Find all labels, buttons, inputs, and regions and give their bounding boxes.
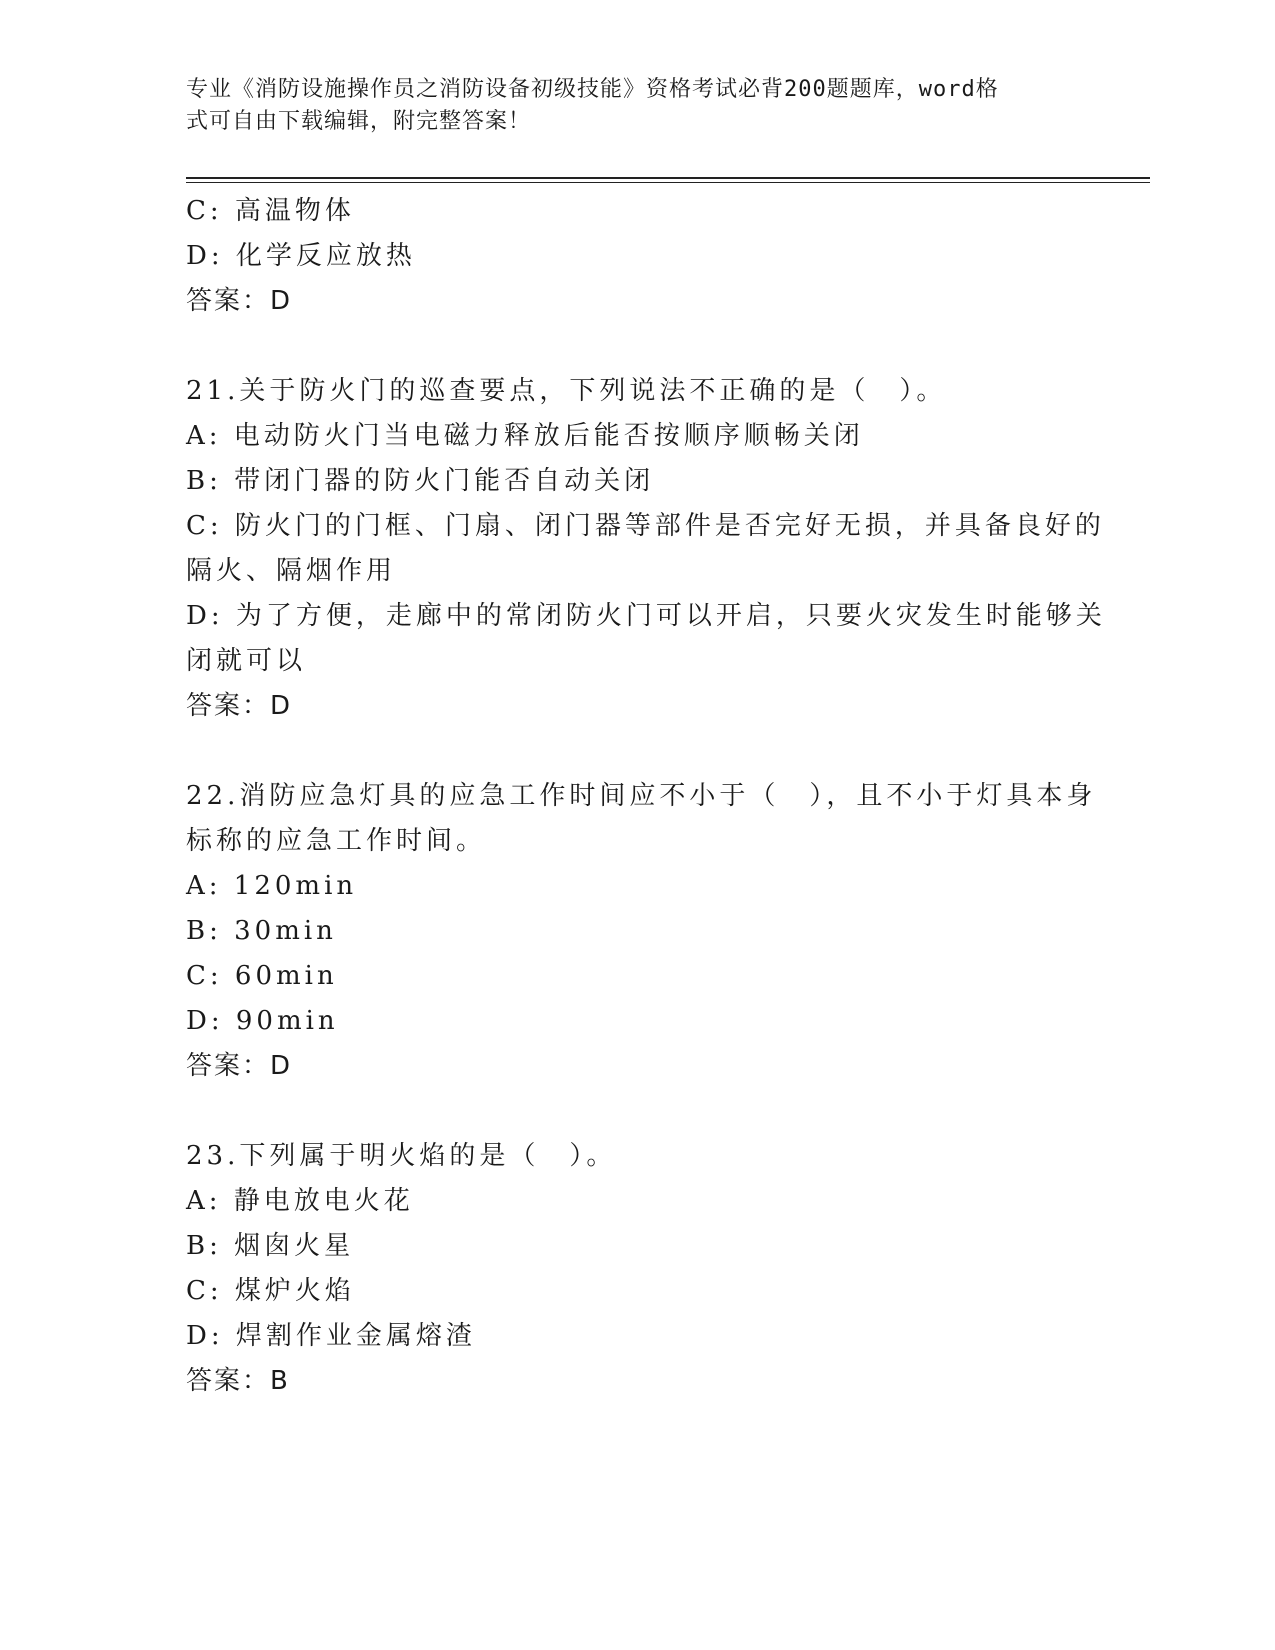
option-d: D: 为了方便，走廊中的常闭防火门可以开启，只要火灾发生时能够关 xyxy=(186,601,1106,631)
option-b: B: 带闭门器的防火门能否自动关闭 xyxy=(186,466,655,496)
spacer xyxy=(186,1089,1086,1134)
answer-line: 答案：D xyxy=(186,691,293,721)
option-c: C: 高温物体 xyxy=(186,196,355,226)
answer-line: 答案：B xyxy=(186,1366,290,1396)
option-d-continued: 闭就可以 xyxy=(186,646,307,676)
question-stem: 21.关于防火门的巡查要点，下列说法不正确的是（ ）。 xyxy=(186,376,947,406)
option-c-continued: 隔火、隔烟作用 xyxy=(186,556,397,586)
option-c: C: 60min xyxy=(186,961,338,991)
answer-line: 答案：D xyxy=(186,286,293,316)
option-a: A: 120min xyxy=(186,871,358,901)
question-stem: 23.下列属于明火焰的是（ ）。 xyxy=(186,1141,617,1171)
header-line-2: 式可自由下载编辑，附完整答案！ xyxy=(186,109,532,134)
option-a: A: 电动防火门当电磁力释放后能否按顺序顺畅关闭 xyxy=(186,421,864,451)
question-23 xyxy=(186,1134,1086,1404)
option-b: B: 烟囱火星 xyxy=(186,1231,355,1261)
question-20-tail xyxy=(186,189,1086,324)
option-c: C: 防火门的门框、门扇、闭门器等部件是否完好无损，并具备良好的 xyxy=(186,511,1105,541)
header-divider-thin xyxy=(186,182,1150,183)
option-b: B: 30min xyxy=(186,916,337,946)
document-header xyxy=(186,74,1066,138)
option-d: D: 化学反应放热 xyxy=(186,241,416,271)
answer-line: 答案：D xyxy=(186,1051,293,1081)
header-line-1: 专业《消防设施操作员之消防设备初级技能》资格考试必背200题题库，word格 xyxy=(186,77,999,102)
option-c: C: 煤炉火焰 xyxy=(186,1276,355,1306)
document-content xyxy=(186,189,1106,1404)
question-21 xyxy=(186,369,1106,729)
option-d: D: 90min xyxy=(186,1006,339,1036)
spacer xyxy=(186,729,1086,774)
question-22 xyxy=(186,774,1097,1089)
option-d: D: 焊割作业金属熔渣 xyxy=(186,1321,476,1351)
header-divider-thick xyxy=(186,177,1150,179)
option-a: A: 静电放电火花 xyxy=(186,1186,414,1216)
question-stem: 22.消防应急灯具的应急工作时间应不小于（ ），且不小于灯具本身 xyxy=(186,781,1097,811)
spacer xyxy=(186,324,1086,369)
question-stem-continued: 标称的应急工作时间。 xyxy=(186,826,487,856)
